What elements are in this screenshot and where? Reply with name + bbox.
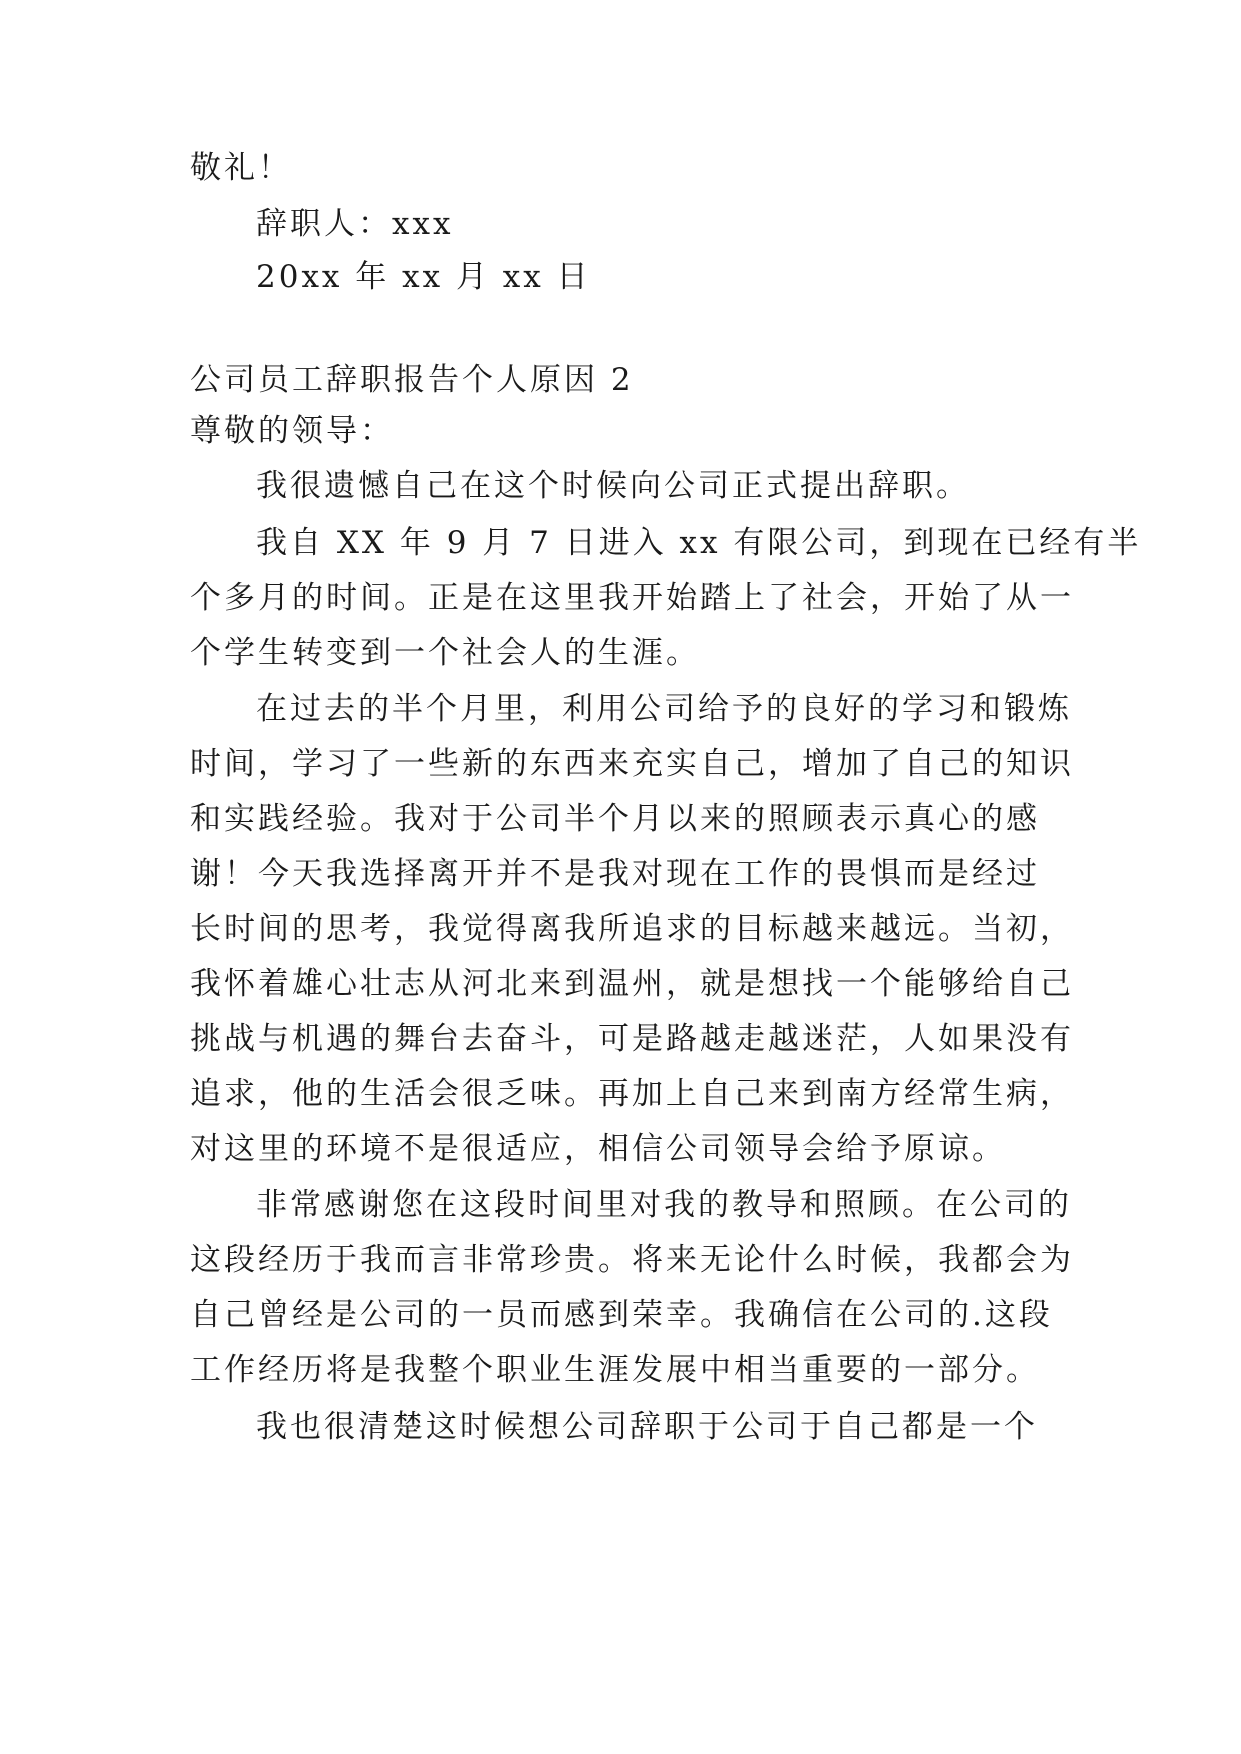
greeting-line: 尊敬的领导： — [190, 413, 394, 449]
paragraph-line: 自己曾经是公司的一员而感到荣幸。我确信在公司的.这段 — [190, 1297, 1053, 1333]
section-title: 公司员工辞职报告个人原因 2 — [190, 362, 634, 398]
paragraph-line: 和实践经验。我对于公司半个月以来的照顾表示真心的感 — [190, 801, 1040, 837]
paragraph-line: 在过去的半个月里，利用公司给予的良好的学习和锻炼 — [256, 691, 1072, 727]
paragraph-line: 这段经历于我而言非常珍贵。将来无论什么时候，我都会为 — [190, 1242, 1074, 1278]
paragraph-line: 工作经历将是我整个职业生涯发展中相当重要的一部分。 — [190, 1352, 1040, 1388]
paragraph-line: 我很遗憾自己在这个时候向公司正式提出辞职。 — [256, 468, 970, 504]
paragraph-line: 对这里的环境不是很适应，相信公司领导会给予原谅。 — [190, 1131, 1006, 1167]
paragraph-line: 挑战与机遇的舞台去奋斗，可是路越走越迷茫，人如果没有 — [190, 1021, 1074, 1057]
paragraph-line: 长时间的思考，我觉得离我所追求的目标越来越远。当初， — [190, 911, 1074, 947]
paragraph-line: 我怀着雄心壮志从河北来到温州，就是想找一个能够给自己 — [190, 966, 1074, 1002]
paragraph-line: 非常感谢您在这段时间里对我的教导和照顾。在公司的 — [256, 1187, 1072, 1223]
closing-salute: 敬礼！ — [190, 150, 292, 186]
paragraph-line: 追求，他的生活会很乏味。再加上自己来到南方经常生病， — [190, 1076, 1074, 1112]
paragraph-line: 个学生转变到一个社会人的生涯。 — [190, 635, 700, 671]
paragraph-line: 我自 XX 年 9 月 7 日进入 xx 有限公司，到现在已经有半 — [256, 525, 1142, 561]
paragraph-line: 我也很清楚这时候想公司辞职于公司于自己都是一个 — [256, 1409, 1038, 1445]
paragraph-line: 个多月的时间。正是在这里我开始踏上了社会，开始了从一 — [190, 580, 1074, 616]
paragraph-line: 谢！今天我选择离开并不是我对现在工作的畏惧而是经过 — [190, 856, 1040, 892]
signer-line: 辞职人：xxx — [256, 206, 454, 242]
date-line: 20xx 年 xx 月 xx 日 — [256, 259, 591, 295]
paragraph-line: 时间，学习了一些新的东西来充实自己，增加了自己的知识 — [190, 746, 1074, 782]
